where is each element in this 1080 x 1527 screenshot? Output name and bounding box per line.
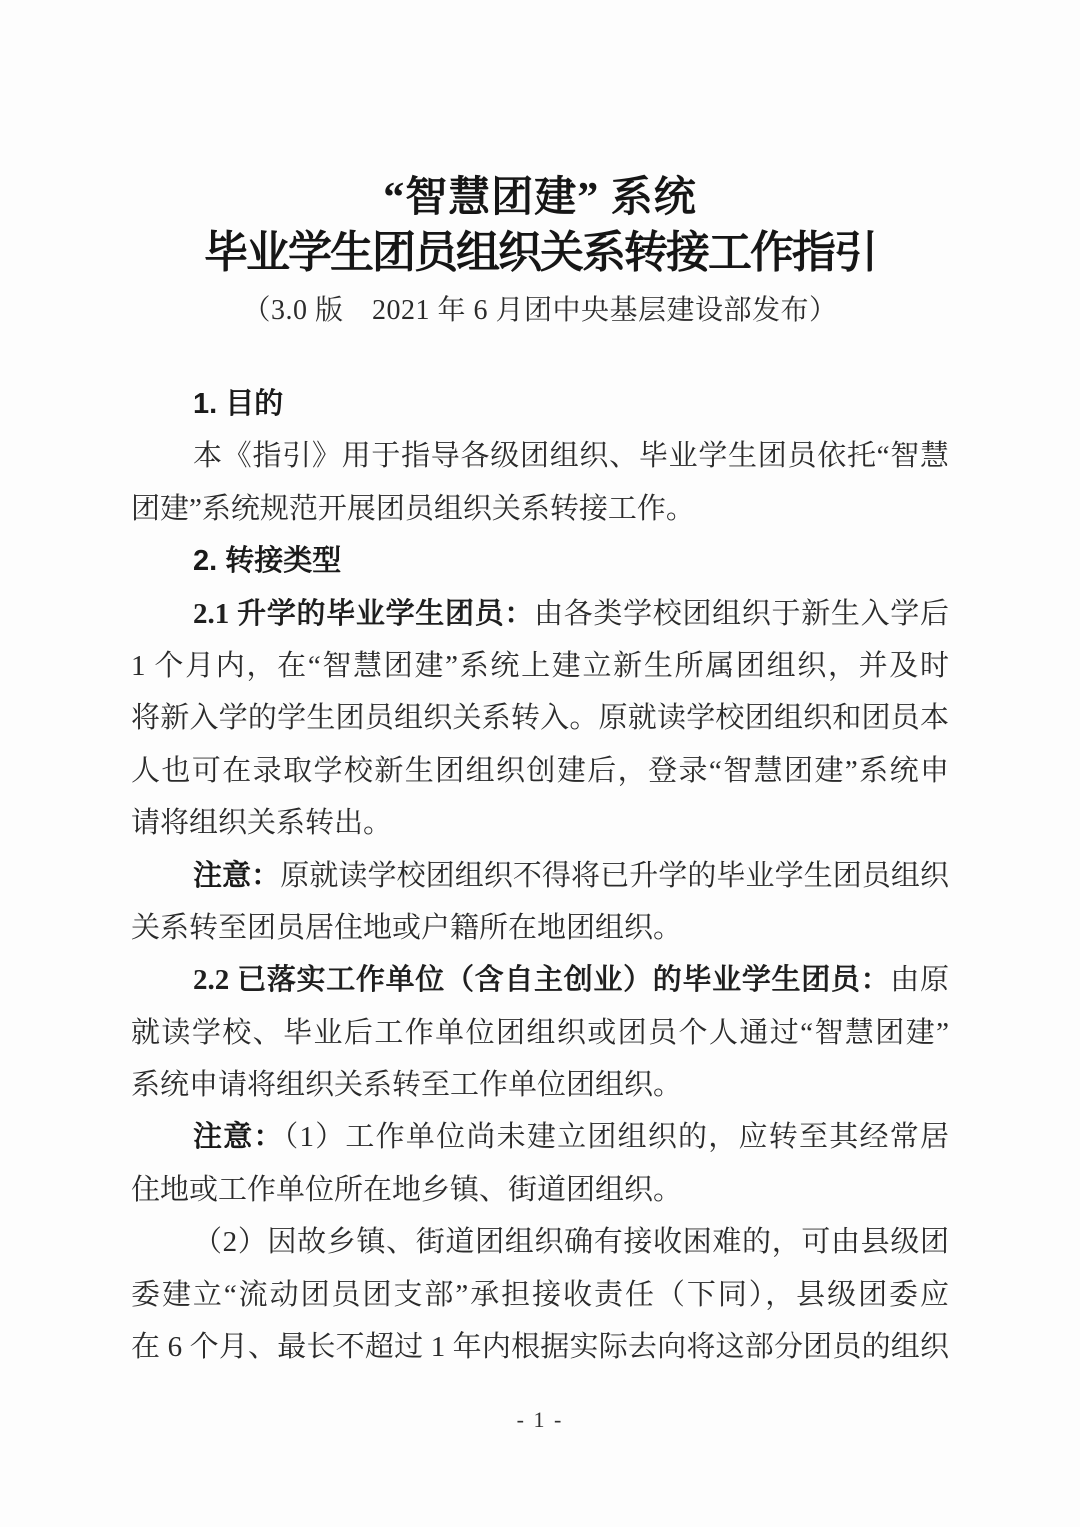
section-heading [131, 378, 949, 430]
text-line [131, 640, 949, 692]
text-run: 系统申请将组织关系转至工作单位团组织。 [131, 1069, 683, 1102]
section-heading-text: 2. 转接类型 [193, 545, 342, 578]
text-run: 2.1 升学的毕业学生团员： [193, 597, 535, 630]
document-subtitle: （3.0 版 2021 年 6 月团中央基层建设部发布） [242, 295, 838, 326]
text-run: 2.2 已落实工作单位（含自主创业）的毕业学生团员： [193, 964, 891, 997]
document-title-line1: “智慧团建” 系统 [383, 175, 697, 221]
text-run: 人也可在录取学校新生团组织创建后，登录“智慧团建”系统申 [131, 754, 949, 787]
section-heading-text: 1. 目的 [193, 388, 284, 420]
text-line [131, 430, 949, 482]
text-line [131, 1059, 949, 1111]
text-run: （2）因故乡镇、街道团组织确有接收困难的，可由县级团 [193, 1226, 949, 1259]
text-run: 在 6 个月、最长不超过 1 年内根据实际去向将这部分团员的组织 [131, 1331, 949, 1364]
text-line [131, 483, 949, 535]
text-run: （1）工作单位尚未建立团组织的，应转至其经常居 [283, 1121, 949, 1154]
text-run: 委建立“流动团员团支部”承担接收责任（下同），县级团委应 [131, 1278, 949, 1311]
text-line [131, 1216, 949, 1268]
text-line [131, 745, 949, 797]
text-line [131, 1007, 949, 1059]
document-body [131, 378, 949, 1373]
text-line [131, 692, 949, 744]
text-run: 由原 [890, 964, 949, 997]
text-run: 住地或工作单位所在地乡镇、街道团组织。 [131, 1173, 683, 1206]
document-header [0, 172, 1080, 331]
document-title-line2: 毕业学生团员组织关系转接工作指引 [204, 228, 876, 277]
text-line [131, 1321, 949, 1373]
text-run: 由各类学校团组织于新生入学后 [534, 597, 949, 630]
text-run: 将新入学的学生团员组织关系转入。原就读学校团组织和团员本 [131, 702, 949, 735]
text-line [131, 954, 949, 1006]
text-run: 注意： [193, 859, 281, 892]
text-line [131, 1269, 949, 1321]
text-run: 就读学校、毕业后工作单位团组织或团员个人通过“智慧团建” [131, 1016, 949, 1049]
text-run: 原就读学校团组织不得将已升学的毕业学生团员组织 [280, 859, 949, 892]
text-run: 1 个月内，在“智慧团建”系统上建立新生所属团组织，并及时 [131, 649, 949, 682]
text-line [131, 588, 949, 640]
text-run: 本《指引》用于指导各级团组织、毕业学生团员依托“智慧 [193, 440, 949, 473]
text-line [131, 1111, 949, 1163]
text-run: 注意： [193, 1121, 284, 1154]
text-line [131, 902, 949, 954]
text-line [131, 850, 949, 902]
text-run: 团建”系统规范开展团员组织关系转接工作。 [131, 492, 695, 525]
page-number: - 1 - [516, 1407, 564, 1432]
section-heading [131, 535, 949, 587]
text-run: 请将组织关系转出。 [131, 807, 393, 840]
text-line [131, 1164, 949, 1216]
text-run: 关系转至团员居住地或户籍所在地团组织。 [131, 911, 683, 944]
text-line [131, 797, 949, 849]
